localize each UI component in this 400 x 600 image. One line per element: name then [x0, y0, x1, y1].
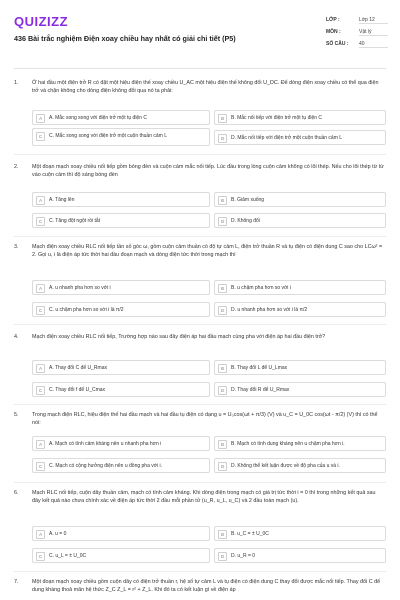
option-letter: B: [218, 530, 227, 539]
option-a[interactable]: [32, 110, 210, 125]
option-text: C. Mắc song song với điện trở một cuộn thuần cảm L: [49, 132, 168, 139]
question-number: 3.: [14, 244, 19, 250]
option-text: C. Tăng đột ngột rồi tắt: [49, 217, 101, 224]
question-text: Mạch điện xoay chiều RLC nối tiếp, Trường hợp nào sau đây điện áp hai đầu mạch cùng pha với điện áp hai đầu điện trở?: [32, 334, 326, 340]
option-letter: A: [36, 440, 45, 449]
document-title: 436 Bài trắc nghiệm Điện xoay chiều hay nhất có giải chi tiết (P5): [14, 34, 236, 43]
option-text: A. Mắc song song với điện trở một tụ điện C: [49, 114, 147, 121]
option-letter: D: [218, 552, 227, 561]
option-text: C. Mạch có cộng hưởng điện nên u đồng pha với i.: [49, 462, 163, 469]
option-c[interactable]: [32, 382, 210, 397]
option-letter: D: [218, 386, 227, 395]
option-letter: A: [36, 196, 45, 205]
option-letter: C: [36, 306, 45, 315]
option-text: B. u_C = ± U_0C: [231, 530, 269, 537]
option-text: A. u = 0: [49, 530, 67, 537]
option-d[interactable]: [214, 130, 386, 145]
option-text: D. Không đổi: [231, 217, 260, 224]
meta-value: Vật lý: [359, 29, 388, 36]
question-text: Một đoạn mạch xoay chiều gồm cuộn dây có điện trở thuần r, hệ số tự cảm L và tụ điện có điện dung C thay đổi được mắc nối tiếp. Thay đổi C để dung kháng thoả mãn hệ thức Z_C Z_L = r² + Z_L. Khi đó ta có kết luận gì về điện áp: [32, 579, 381, 593]
meta-value: Lớp 12: [359, 17, 388, 24]
option-b[interactable]: [214, 526, 386, 541]
meta-value: 40: [359, 41, 388, 48]
option-text: D. u nhanh pha hơn so với i là π/2: [231, 306, 308, 313]
option-letter: B: [218, 196, 227, 205]
question-number: 6.: [14, 490, 19, 496]
option-b[interactable]: [214, 360, 386, 375]
question-text: Trong mạch điện RLC, hiệu điện thế hai đầu mạch và hai đầu tụ điện có dạng u = U₀cos(ωt + π/3) (V) và u_C = U_0C cos(ωt - π/2) (V) thì có thể nói:: [32, 412, 378, 426]
question-number: 2.: [14, 164, 19, 170]
question-divider: [14, 154, 386, 155]
question-divider: [14, 482, 386, 483]
option-text: C. Thay đổi f để U_Cmax: [49, 386, 106, 393]
option-text: D. u_R = 0: [231, 552, 256, 559]
option-text: B. Mạch có tính dung kháng nên u chậm pha hơn i.: [231, 440, 345, 447]
question-divider: [14, 324, 386, 325]
option-a[interactable]: [32, 280, 210, 295]
option-text: A. Tăng lên: [49, 196, 75, 203]
question-text: Mạch điện xoay chiều RLC nối tiếp tần số góc ω, gồm cuộn cảm thuần có độ tự cảm L, điện trở thuần R và tụ điện có điện dung C sao cho LCω² = 2. Gọi u, i là điện áp tức thời hai đầu đoạn mạch và dòng điện tức thời trong mạch thì: [32, 244, 383, 258]
option-text: D. Mắc nối tiếp với điện trở một cuộn thuần cảm L: [231, 134, 343, 141]
option-letter: D: [218, 462, 227, 471]
question-divider: [14, 236, 386, 237]
option-c[interactable]: [32, 213, 210, 228]
option-text: B. Giảm xuống: [231, 196, 265, 203]
option-b[interactable]: [214, 192, 386, 207]
option-letter: A: [36, 114, 45, 123]
option-text: D. Thay đổi R để U_Rmax: [231, 386, 290, 393]
option-text: B. Thay đổi L để U_Lmax: [231, 364, 288, 371]
question-divider: [14, 404, 386, 405]
meta-label: MÔN :: [326, 29, 341, 35]
meta-row-grade: [326, 14, 388, 26]
option-text: B. Mắc nối tiếp với điện trở một tụ điện C: [231, 114, 323, 121]
option-letter: B: [218, 364, 227, 373]
meta-row-subject: [326, 26, 388, 38]
option-c[interactable]: [32, 128, 210, 146]
option-letter: C: [36, 386, 45, 395]
meta-label: SỐ CÂU :: [326, 41, 349, 47]
question-number: 7.: [14, 579, 19, 585]
option-letter: A: [36, 284, 45, 293]
option-text: A. Mạch có tính cảm kháng nên u nhanh pha hơn i: [49, 440, 162, 447]
quizizz-logo: QUIZIZZ: [14, 14, 69, 29]
option-letter: B: [218, 114, 227, 123]
option-letter: D: [218, 134, 227, 143]
option-b[interactable]: [214, 280, 386, 295]
option-c[interactable]: [32, 302, 210, 317]
question-text: Ở hai đầu một điện trở R có đặt một hiệu điện thế xoay chiều U_AC một hiệu điện thế không đổi U_DC. Để dòng điện xoay chiều có thể qua điện trở và chặn không cho dòng điện không đổi qua nó ta phải:: [32, 80, 379, 94]
option-text: C. u chậm pha hơn so với i là π/2: [49, 306, 124, 313]
meta-row-count: [326, 38, 388, 50]
option-text: C. u_L = ± U_0C: [49, 552, 87, 559]
meta-box: [326, 14, 388, 50]
option-d[interactable]: [214, 213, 386, 228]
option-a[interactable]: [32, 360, 210, 375]
question-text: Mạch RLC nối tiếp, cuộn dây thuần cảm, mạch có tính cảm kháng. Khi dòng điện trong mạch có giá trị tức thời i = 0 thì trong những kết quả sau đây kết quả nào chưa chính xác về điện áp tức thời 2 đầu mỗi phần tử (u_R, u_L, u_C) và 2 đầu toàn mạch (u).: [32, 490, 376, 504]
meta-label: LỚP :: [326, 17, 340, 23]
document-header: [0, 0, 400, 66]
option-b[interactable]: [214, 436, 386, 451]
option-c[interactable]: [32, 548, 210, 563]
option-c[interactable]: [32, 458, 210, 473]
option-letter: C: [36, 552, 45, 561]
option-d[interactable]: [214, 382, 386, 397]
option-letter: A: [36, 364, 45, 373]
option-letter: C: [36, 462, 45, 471]
option-text: A. Thay đổi C để U_Rmax: [49, 364, 107, 371]
option-letter: B: [218, 284, 227, 293]
question-number: 5.: [14, 412, 19, 418]
option-b[interactable]: [214, 110, 386, 125]
question-text: Một đoạn mạch xoay chiều nối tiếp gồm bóng đèn và cuộn cảm mắc nối tiếp. Lúc đầu trong lòng cuộn cảm không có lõi thép. Nếu cho lõi thép từ từ vào cuộn cảm thì độ sáng bóng đèn: [32, 164, 384, 178]
option-a[interactable]: [32, 436, 210, 451]
option-letter: C: [36, 132, 45, 141]
option-d[interactable]: [214, 458, 386, 473]
question-number: 1.: [14, 80, 19, 86]
option-a[interactable]: [32, 192, 210, 207]
option-text: B. u chậm pha hơn so với i: [231, 284, 291, 291]
option-text: D. Không thể kết luận được về độ pha của u và i.: [231, 462, 340, 469]
option-d[interactable]: [214, 548, 386, 563]
option-d[interactable]: [214, 302, 386, 317]
option-letter: D: [218, 217, 227, 226]
option-a[interactable]: [32, 526, 210, 541]
question-divider: [14, 571, 386, 572]
question-number: 4.: [14, 334, 19, 340]
option-letter: A: [36, 530, 45, 539]
header-divider: [14, 68, 386, 69]
option-letter: D: [218, 306, 227, 315]
option-text: A. u nhanh pha hơn so với i: [49, 284, 111, 291]
option-letter: C: [36, 217, 45, 226]
option-letter: B: [218, 440, 227, 449]
